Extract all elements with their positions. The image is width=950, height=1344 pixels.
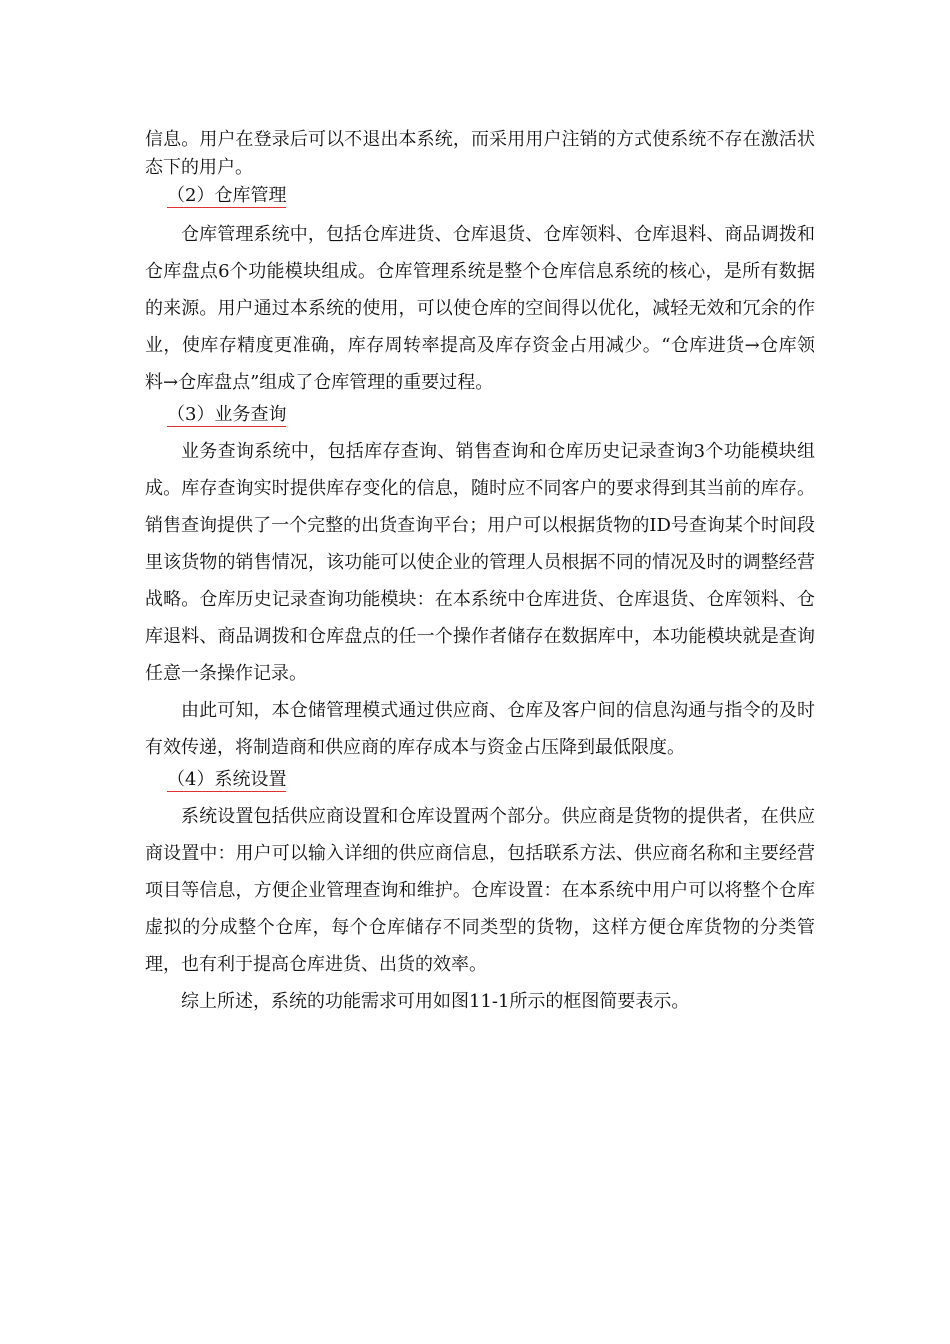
document-page: [145, 126, 815, 1020]
paragraph-continuation: 信息。用户在登录后可以不退出本系统，而采用用户注销的方式使系统不存在激活状态下的用户。: [145, 129, 815, 178]
heading-warehouse-management: [145, 182, 815, 210]
paragraph-summary: 综上所述，系统的功能需求可用如图11-1所示的框图简要表示。: [181, 991, 690, 1012]
heading-text: （4）系统设置: [167, 769, 287, 790]
paragraph-system-settings: 系统设置包括供应商设置和仓库设置两个部分。供应商是货物的提供者，在供应商设置中：用户可以输入详细的供应商信息，包括联系方法、供应商名称和主要经营项目等信息，方便企业管理查询和维护。仓库设置：在本系统中用户可以将整个仓库虚拟的分成整个仓库，每个仓库储存不同类型的货物，这样方便仓库货物的分类管理，也有利于提高仓库进货、出货的效率。: [145, 806, 815, 975]
heading-business-query: [145, 401, 815, 429]
paragraph-business-query: 业务查询系统中，包括库存查询、销售查询和仓库历史记录查询3个功能模块组成。库存查询实时提供库存变化的信息，随时应不同客户的要求得到其当前的库存。销售查询提供了一个完整的出货查询平台；用户可以根据货物的ID号查询某个时间段里该货物的销售情况，该功能可以使企业的管理人员根据不同的情况及时的调整经营战略。仓库历史记录查询功能模块：在本系统中仓库进货、仓库退货、仓库领料、仓库退料、商品调拨和仓库盘点的任一个操作者储存在数据库中，本功能模块就是查询任意一条操作记录。: [145, 441, 815, 684]
heading-text: （3）业务查询: [167, 404, 287, 425]
heading-text: （2）仓库管理: [167, 185, 287, 206]
paragraph-warehouse-management: 仓库管理系统中，包括仓库进货、仓库退货、仓库领料、仓库退料、商品调拨和仓库盘点6个功能模块组成。仓库管理系统是整个仓库信息系统的核心，是所有数据的来源。用户通过本系统的使用，可以使仓库的空间得以优化，减轻无效和冗余的作业，使库存精度更准确，库存周转率提高及库存资金占用减少。“仓库进货→仓库领料→仓库盘点”组成了仓库管理的重要过程。: [145, 224, 815, 393]
heading-system-settings: [145, 766, 815, 794]
paragraph-conclusion-storage: 由此可知，本仓储管理模式通过供应商、仓库及客户间的信息沟通与指令的及时有效传递，将制造商和供应商的库存成本与资金占压降到最低限度。: [145, 700, 815, 758]
